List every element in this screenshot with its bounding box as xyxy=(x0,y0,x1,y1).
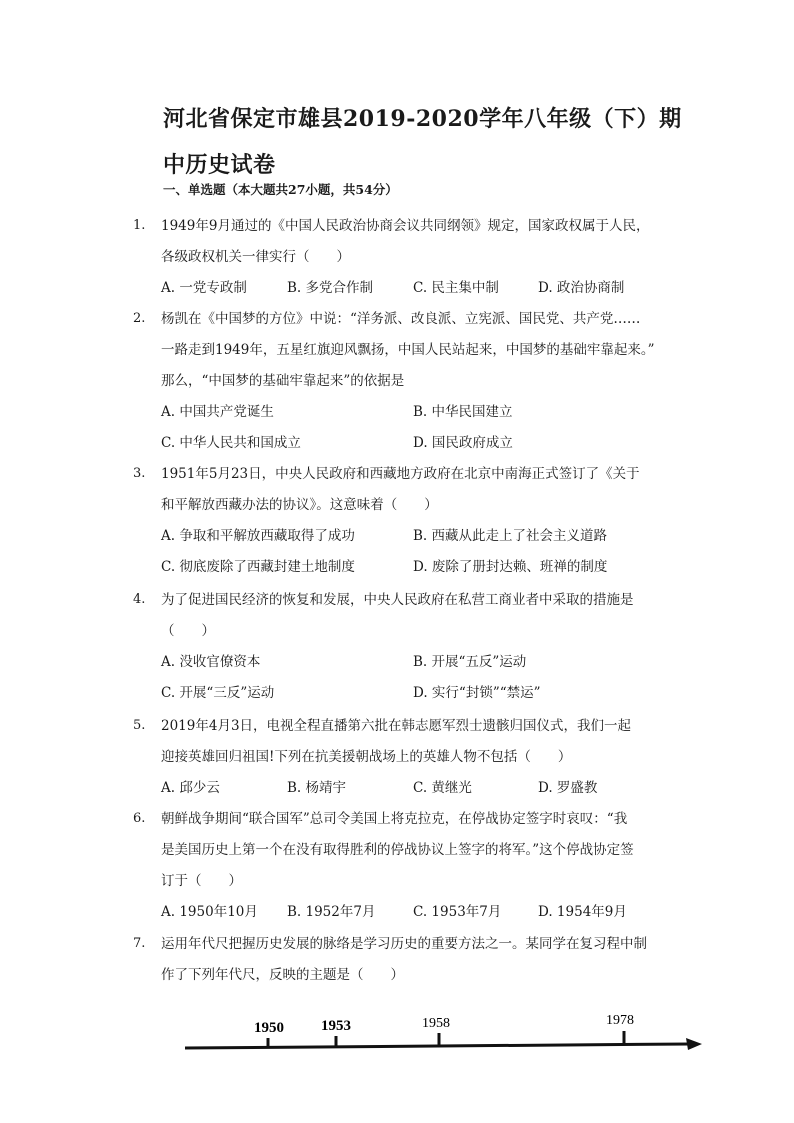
question-number: 2. xyxy=(133,311,146,326)
option-d[interactable]: D. 国民政府成立 xyxy=(413,435,513,451)
question-text: 运用年代尺把握历史发展的脉络是学习历史的重要方法之一。某同学在复习程中制 xyxy=(161,936,647,952)
option-d[interactable]: D. 政治协商制 xyxy=(538,280,625,296)
question-text: 1949年9月通过的《中国人民政治协商会议共同纲领》规定，国家政权属于人民， xyxy=(161,218,650,234)
section-heading: 一、单选题（本大题共27小题，共54分） xyxy=(163,182,398,197)
option-c[interactable]: C. 1953年7月 xyxy=(413,904,502,920)
question-text: 和平解放西藏办法的协议》。这意味着（ ） xyxy=(161,497,438,513)
question-text: 是美国历史上第一个在没有取得胜利的停战协议上签字的将军。”这个停战协定签 xyxy=(161,842,634,858)
timeline-year-1950: 1950 xyxy=(254,1020,284,1036)
option-b[interactable]: B. 杨靖宇 xyxy=(287,780,347,796)
option-d[interactable]: D. 罗盛教 xyxy=(538,780,598,796)
page-title: 河北省保定市雄县2019-2020学年八年级（下）期中历史试卷 xyxy=(163,106,682,178)
question-text: 一路走到1949年，五星红旗迎风飘扬，中国人民站起来，中国梦的基础牢靠起来。” xyxy=(161,342,655,358)
timeline-arrow xyxy=(686,1038,702,1050)
timeline-year-1978: 1978 xyxy=(606,1013,634,1028)
option-c[interactable]: C. 开展“三反”运动 xyxy=(161,685,275,701)
option-b[interactable]: B. 中华民国建立 xyxy=(413,404,513,420)
timeline-figure xyxy=(150,1000,710,1070)
question-text: 那么，“中国梦的基础牢靠起来”的依据是 xyxy=(161,373,405,389)
option-c[interactable]: C. 彻底废除了西藏封建土地制度 xyxy=(161,559,355,575)
question-number: 1. xyxy=(133,218,146,233)
option-a[interactable]: A. 1950年10月 xyxy=(161,904,258,920)
option-b[interactable]: B. 西藏从此走上了社会主义道路 xyxy=(413,528,608,544)
question-text: 迎接英雄回归祖国!下列在抗美援朝战场上的英雄人物不包括（ ） xyxy=(161,749,572,765)
question-text: 订于（ ） xyxy=(161,873,242,889)
question-number: 4. xyxy=(133,592,146,607)
question-text: 杨凯在《中国梦的方位》中说：“洋务派、改良派、立宪派、国民党、共产党…… xyxy=(161,311,641,327)
question-text: （ ） xyxy=(161,623,215,639)
option-a[interactable]: A. 一党专政制 xyxy=(161,280,247,296)
option-d[interactable]: D. 废除了册封达赖、班禅的制度 xyxy=(413,559,608,575)
option-c[interactable]: C. 中华人民共和国成立 xyxy=(161,435,301,451)
option-c[interactable]: C. 民主集中制 xyxy=(413,280,499,296)
option-b[interactable]: B. 开展“五反”运动 xyxy=(413,654,527,670)
option-a[interactable]: A. 没收官僚资本 xyxy=(161,654,261,670)
option-c[interactable]: C. 黄继光 xyxy=(413,780,472,796)
question-number: 3. xyxy=(133,466,146,481)
option-a[interactable]: A. 邱少云 xyxy=(161,780,220,796)
question-text: 1951年5月23日，中央人民政府和西藏地方政府在北京中南海正式签订了《关于 xyxy=(161,466,640,482)
question-number: 5. xyxy=(133,718,146,733)
question-number: 6. xyxy=(133,811,146,826)
option-d[interactable]: D. 1954年9月 xyxy=(538,904,627,920)
option-b[interactable]: B. 1952年7月 xyxy=(287,904,376,920)
question-text: 朝鲜战争期间“联合国军”总司令美国上将克拉克，在停战协定签字时哀叹：“我 xyxy=(161,811,628,827)
question-text: 各级政权机关一律实行（ ） xyxy=(161,249,350,265)
option-d[interactable]: D. 实行“封锁”“禁运” xyxy=(413,685,541,701)
option-a[interactable]: A. 争取和平解放西藏取得了成功 xyxy=(161,528,355,544)
question-text: 为了促进国民经济的恢复和发展，中央人民政府在私营工商业者中采取的措施是 xyxy=(161,592,634,608)
question-number: 7. xyxy=(133,936,146,951)
timeline-year-1953: 1953 xyxy=(321,1018,351,1034)
option-a[interactable]: A. 中国共产党诞生 xyxy=(161,404,274,420)
option-b[interactable]: B. 多党合作制 xyxy=(287,280,374,296)
timeline-year-1958: 1958 xyxy=(422,1016,450,1031)
question-text: 作了下列年代尺，反映的主题是（ ） xyxy=(161,967,404,983)
question-text: 2019年4月3日，电视全程直播第六批在韩志愿军烈士遗骸归国仪式，我们一起 xyxy=(161,718,632,734)
